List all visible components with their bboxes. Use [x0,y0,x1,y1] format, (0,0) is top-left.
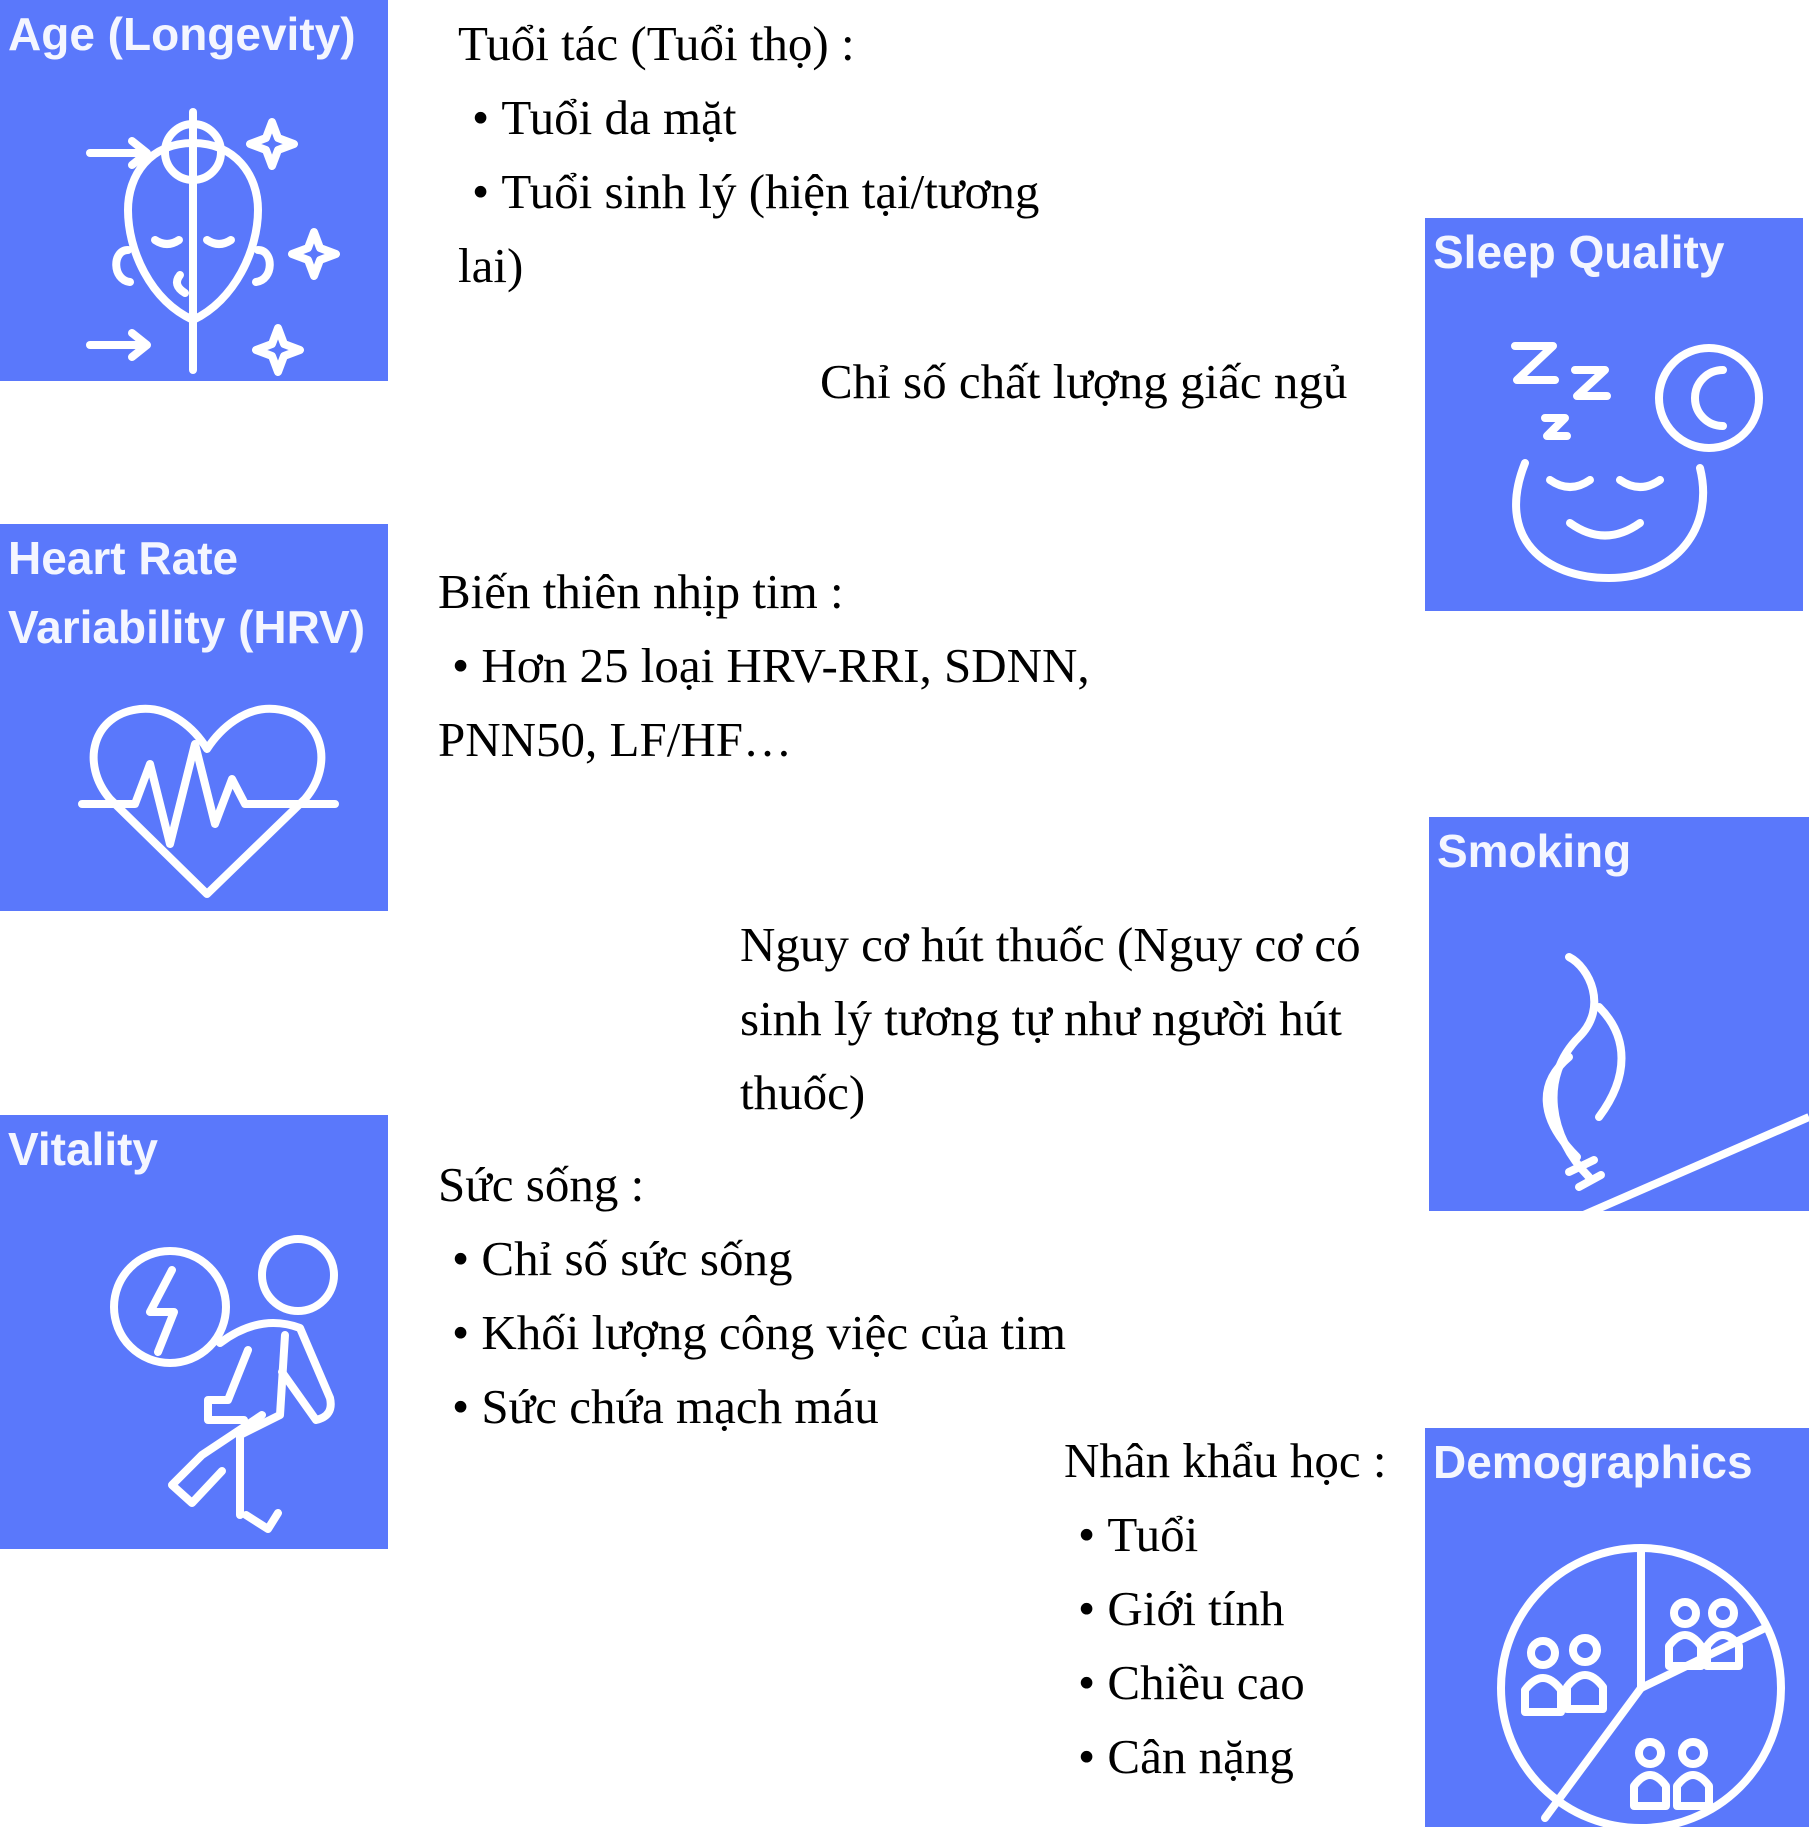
vitality-card-title: Vitality [8,1123,158,1175]
hrv-continuation: PNN50, LF/HF… [438,712,792,767]
cigarette-icon [1429,817,1809,1211]
age-heading: Tuổi tác (Tuổi thọ) : [458,16,855,71]
smoking-line-2: sinh lý tương tự như người hút [740,991,1342,1046]
hrv-card-title-line1: Heart Rate [8,532,239,584]
demographics-card [1425,1428,1809,1827]
age-description [458,7,1039,303]
age-continuation: lai) [458,238,524,293]
demographics-description [1064,1424,1387,1794]
hrv-description [438,555,1090,777]
demographics-card-title: Demographics [1433,1436,1753,1488]
vitality-bullet-3: • Sức chứa mạch máu [438,1370,1066,1444]
running-energy-icon [0,1115,388,1549]
smoking-line-3: thuốc) [740,1065,866,1120]
hrv-heading: Biến thiên nhịp tim : [438,564,844,619]
vitality-bullet-2: • Khối lượng công việc của tim [438,1296,1066,1370]
sleep-card-title: Sleep Quality [1433,226,1725,278]
vitality-bullet-1: • Chỉ số sức sống [438,1222,1066,1296]
age-card-title: Age (Longevity) [8,8,356,60]
vitality-description [438,1148,1066,1444]
smoking-description [740,908,1361,1130]
smoking-line-1: Nguy cơ hút thuốc (Nguy cơ có [740,917,1361,972]
age-bullet-1: • Tuổi da mặt [458,81,1039,155]
heart-pulse-icon [0,524,388,911]
demographics-bullet-2: • Giới tính [1064,1572,1387,1646]
smoking-card-title: Smoking [1437,825,1632,877]
population-pie-icon [1425,1428,1809,1827]
demographics-bullet-4: • Cân nặng [1064,1720,1387,1794]
vitality-card [0,1115,388,1549]
age-bullet-2: • Tuổi sinh lý (hiện tại/tương [458,155,1039,229]
sleeping-face-icon [1425,218,1803,611]
hrv-card [0,524,388,911]
smoking-card [1429,817,1809,1211]
sleep-description [820,345,1347,419]
sleep-card [1425,218,1803,611]
vitality-heading: Sức sống : [438,1157,645,1212]
hrv-bullet-1: • Hơn 25 loại HRV-RRI, SDNN, [438,629,1090,703]
aging-face-icon [0,0,388,381]
demographics-heading: Nhân khẩu học : [1064,1433,1387,1488]
demographics-bullet-1: • Tuổi [1064,1498,1387,1572]
demographics-bullet-3: • Chiều cao [1064,1646,1387,1720]
age-card [0,0,388,381]
sleep-heading: Chỉ số chất lượng giấc ngủ [820,354,1348,409]
hrv-card-title-line2: Variability (HRV) [8,601,366,654]
